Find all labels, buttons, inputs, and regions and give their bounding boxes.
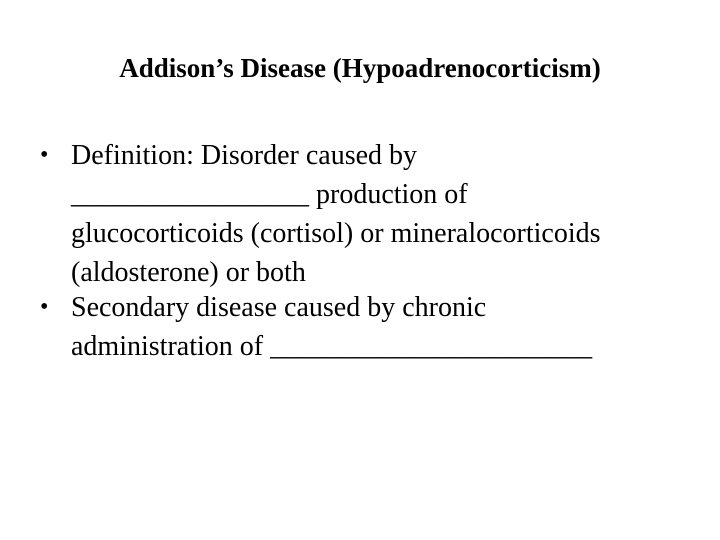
bullet-line: Definition: Disorder caused by (71, 140, 418, 171)
bullet-line: (aldosterone) or both (71, 257, 306, 288)
bullet-line: administration of _______________________ (71, 331, 593, 362)
bullet-list (40, 136, 700, 366)
bullet-secondary-disease (40, 288, 700, 366)
bullet-definition (40, 136, 700, 292)
bullet-marker: • (40, 142, 49, 168)
bullet-line: _________________ production of (71, 179, 468, 210)
slide-title: Addison’s Disease (Hypoadrenocorticism) (119, 53, 601, 83)
bullet-marker: • (40, 294, 49, 320)
bullet-line: glucocorticoids (cortisol) or mineralocorticoids (71, 218, 601, 249)
bullet-line: Secondary disease caused by chronic (71, 292, 487, 323)
